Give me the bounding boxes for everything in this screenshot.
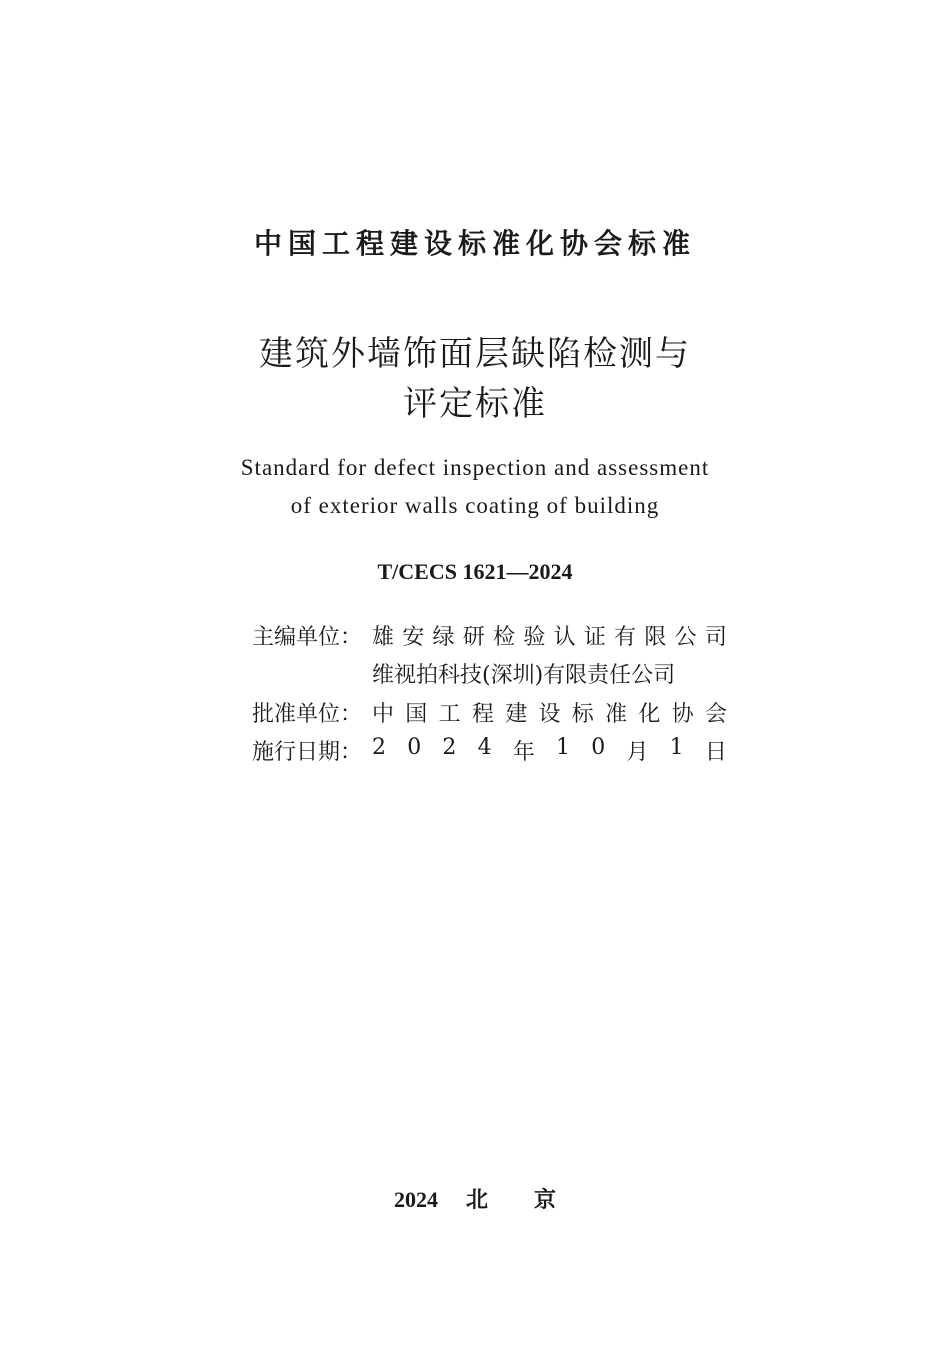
effective-date-value-char: 月 [626,739,649,765]
approval-value-char: 标 [571,701,594,727]
effective-date-value-char: 日 [704,739,727,765]
approval-value-char: 国 [405,701,428,727]
chief-editor-row-2 [252,658,727,688]
chief-editor-value-1-char: 限 [644,624,667,650]
effective-date-value-char: 2 [372,734,386,760]
effective-date-value-char: 4 [477,734,492,760]
chief-editor-label: 主编单位： [252,624,363,650]
effective-date-value-char: 1 [556,734,571,760]
approval-value-char: 中 [372,701,395,727]
publication-year: 2024 [393,1187,438,1212]
title-zh-line-1: 建筑外墙饰面层缺陷检测与 [259,334,691,374]
chief-editor-value-1-char: 绿 [432,624,455,650]
approval-value-char: 会 [704,701,727,727]
chief-editor-value-1-char: 验 [523,624,546,650]
approval-value-char: 程 [471,701,494,727]
title-en-line-1: Standard for defect inspection and assessment [240,455,710,480]
chief-editor-value-1-char: 证 [583,624,606,650]
approval-value-char: 建 [505,701,528,727]
chief-editor-value-1-char: 有 [614,624,637,650]
approval-value-char: 化 [638,701,661,727]
approval-value-char: 设 [538,701,561,727]
chief-editor-row [252,620,727,650]
chief-editor-value-1 [372,620,727,651]
chief-editor-value-1-char: 雄 [372,624,395,650]
association-name: 中国工程建设标准化协会标准 [253,227,696,260]
approval-row [252,697,727,727]
approval-label: 批准单位： [252,701,363,727]
chief-editor-value-1-char: 研 [462,624,485,650]
publication-city-char-2: 京 [534,1187,557,1213]
effective-date-row [252,735,727,765]
effective-date-label: 施行日期： [252,739,363,765]
publication-city-char-1: 北 [465,1187,488,1213]
chief-editor-value-1-char: 司 [704,624,727,650]
title-zh-line-2: 评定标准 [403,384,547,424]
chief-editor-value-1-char: 公 [674,624,697,650]
chief-editor-value-1-char: 安 [402,624,425,650]
chief-editor-value-2: 维视拍科技(深圳)有限责任公司 [372,662,676,688]
effective-date-value-char: 0 [591,734,606,760]
effective-date-value-char: 1 [669,734,684,760]
effective-date-value-char: 年 [512,739,535,765]
approval-value-char: 工 [438,701,461,727]
effective-date-value-char: 0 [407,734,422,760]
publication-imprint [0,1183,950,1214]
chief-editor-value-1-char: 检 [493,624,516,650]
effective-date-value-char: 2 [442,734,457,760]
title-en-line-2: of exterior walls coating of building [290,493,660,518]
approval-value [372,697,727,728]
effective-date-value [372,735,727,766]
standard-number: T/CECS 1621—2024 [377,559,573,584]
approval-value-char: 协 [671,701,694,727]
approval-value-char: 准 [605,701,628,727]
chief-editor-value-1-char: 认 [553,624,576,650]
